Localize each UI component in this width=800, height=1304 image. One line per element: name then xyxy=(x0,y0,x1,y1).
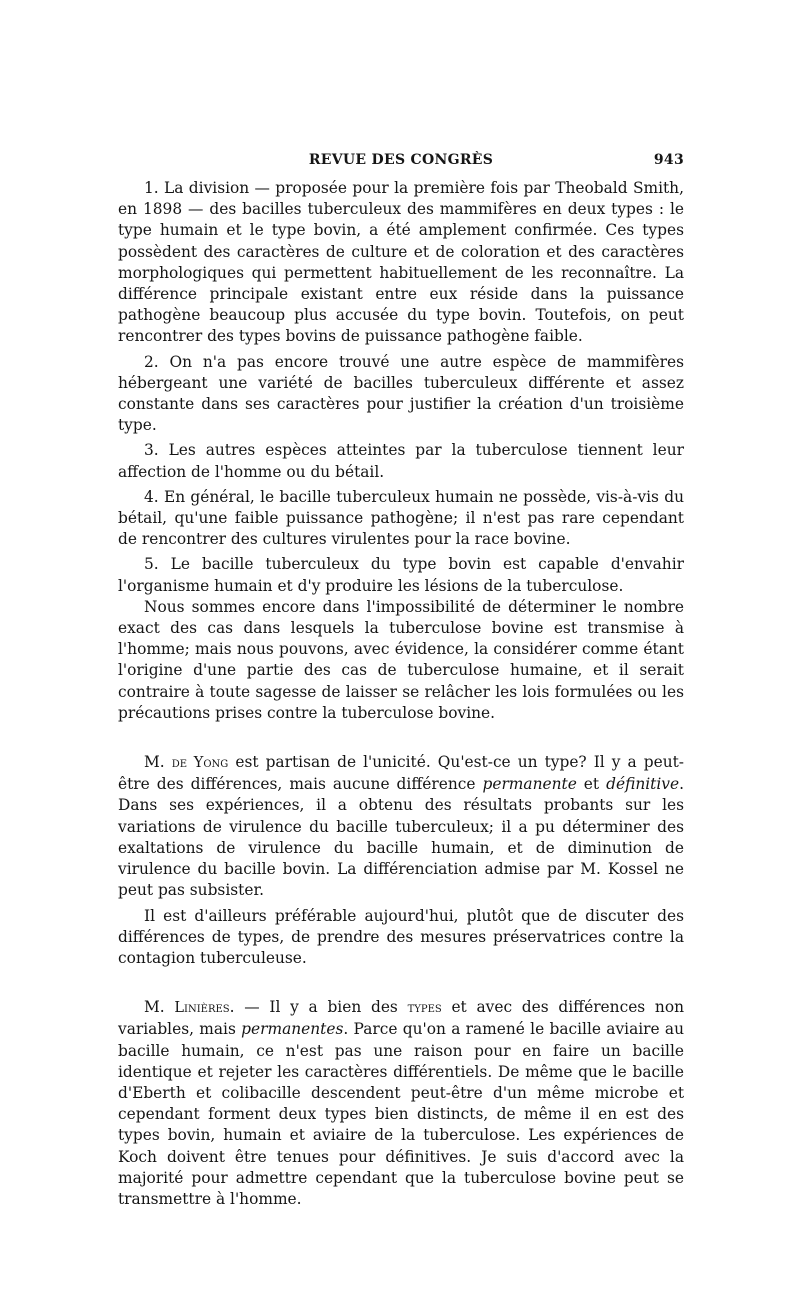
text-segment: est partisan de l'unicité. Qu'est-ce un type? Il y a peut-être des différences, mais aucune différence xyxy=(118,753,684,794)
de-yong-paragraph xyxy=(118,752,684,901)
small-caps-word: types xyxy=(407,1000,442,1017)
text-segment: . Parce qu'on a ramené le bacille aviaire au bacille humain, ce n'est pas une raison pour en faire un bacille identique et rejeter les caractères différentiels. De même que le bacille d'Eberth et colibacille descendent peut-être d'un même microbe et cependant forment deux types bien distincts, de même il en est des types bovin, humain et aviaire de la tuberculose. Les expériences de Koch doivent être tenues pour définitives. Je suis d'accord avec la majorité pour admettre cependant que la tuberculose bovine peut se transmettre à l'homme. xyxy=(118,1020,685,1208)
running-title: REVUE DES CONGRÈS xyxy=(308,152,494,168)
text-segment: . Dans ses expériences, il a obtenu des résultats probants sur les variations de virulence du bacille tuberculeux; il a pu déterminer des exaltations de virulence du bacille humain, et de diminution de virulence du bacille bovin. La différenciation admise par M. Kossel ne peut pas subsister. xyxy=(118,775,684,900)
conclusion-3: 3. Les autres espèces atteintes par la tuberculose tiennent leur affection de l'homme ou du bétail. xyxy=(118,441,684,481)
journal-page xyxy=(118,150,684,1210)
speaker-prefix: M. xyxy=(144,998,175,1017)
linieres-paragraph xyxy=(118,997,684,1210)
speaker-name: Linières xyxy=(174,1000,230,1017)
emphasis: permanentes xyxy=(241,1020,344,1039)
text-segment: et avec des différences non variables, mais xyxy=(118,998,685,1039)
emphasis: définitive xyxy=(606,775,680,794)
emphasis: permanente xyxy=(482,775,577,794)
conclusion-1: 1. La division — proposée pour la première fois par Theobald Smith, en 1898 — des bacilles tuberculeux des mammifères en deux types : le type humain et le type bovin, a été amplement confirmée. Ces types possèdent des caractères de culture et de coloration et des caractères morphologiques qui permettent habituellement de les reconnaître. La différence principale existant entre eux réside dans la puissance pathogène beaucoup plus accusée du type bovin. Toutefois, on peut rencontrer des types bovins de puissance pathogène faible. xyxy=(118,179,684,346)
text-segment: et xyxy=(576,775,607,794)
conclusion-5: 5. Le bacille tuberculeux du type bovin est capable d'envahir l'organisme humain et d'y produire les lésions de la tuberculose. xyxy=(118,555,684,595)
speaker-prefix: M. xyxy=(144,753,172,772)
page-number: 943 xyxy=(653,152,684,168)
running-header xyxy=(118,150,684,178)
conclusion-2: 2. On n'a pas encore trouvé une autre espèce de mammifères hébergeant une variété de bacilles tuberculeux différente et assez constante dans ses caractères pour justifier la création d'un troisième type. xyxy=(118,352,684,435)
speaker-name: de Yong xyxy=(171,755,229,772)
conclusion-summary: Nous sommes encore dans l'impossibilité de déterminer le nombre exact des cas dans lesquels la tuberculose bovine est transmise à l'homme; mais nous pouvons, avec évidence, la considérer comme étant l'origine d'une partie des cas de tuberculose humaine, et il serait contraire à toute sagesse de laisser se relâcher les lois formulées ou les précautions prises contre la tuberculose bovine. xyxy=(118,597,684,722)
de-yong-paragraph-2: Il est d'ailleurs préférable aujourd'hui, plutôt que de discuter des différences de types, de prendre des mesures préservatrices contre la contagion tuberculeuse. xyxy=(118,906,684,967)
conclusion-4: 4. En général, le bacille tuberculeux humain ne possède, vis-à-vis du bétail, qu'une faible puissance pathogène; il n'est pas rare cependant de rencontrer des cultures virulentes pour la race bovine. xyxy=(118,487,684,549)
text-segment: . — Il y a bien des xyxy=(229,998,408,1017)
